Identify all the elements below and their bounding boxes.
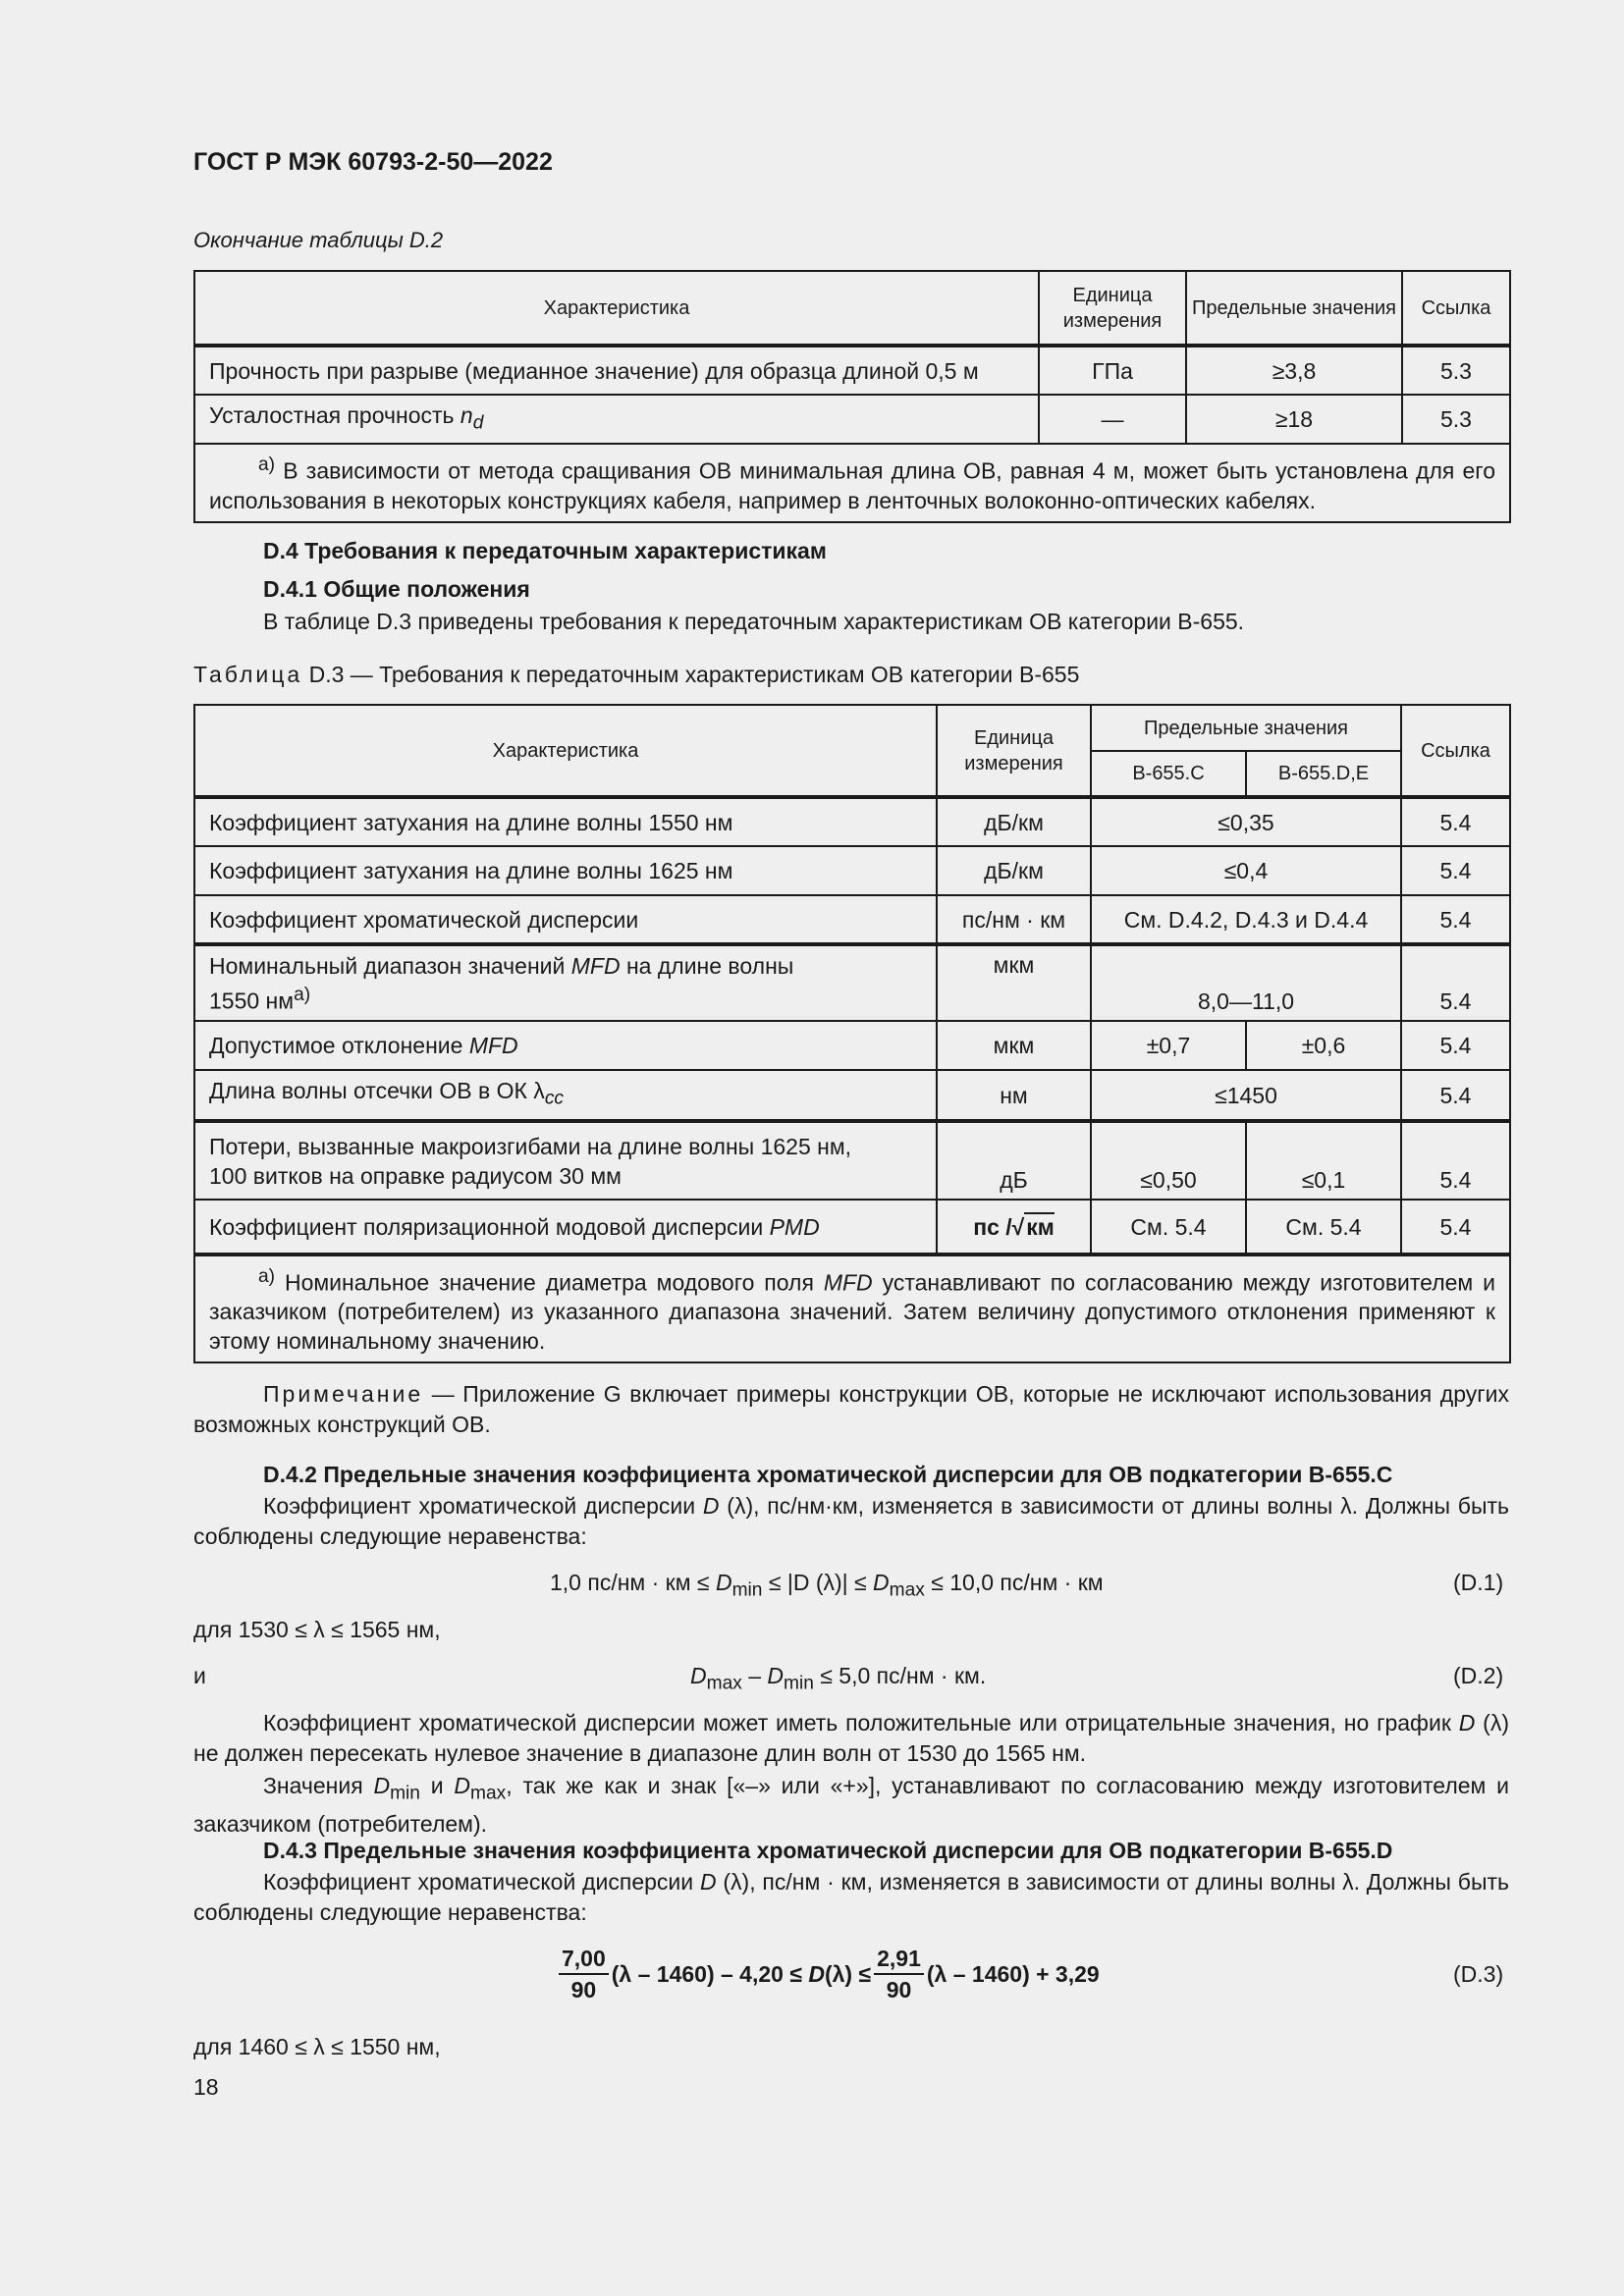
fraction (559, 1944, 609, 2004)
table-cell: 5.4 (1401, 944, 1510, 1021)
table-row: Коэффициент затухания на длине волны 1625 нм (194, 846, 937, 895)
section-d41-text: В таблице D.3 приведены требования к передаточным характеристикам ОВ категории В-655. (263, 609, 1245, 634)
table-cell-unit-pmd (937, 1200, 1091, 1255)
caption-label: Таблица (193, 662, 303, 687)
table-row (194, 944, 937, 1021)
table-cell: 5.4 (1401, 1121, 1510, 1200)
table-cell: ≤1450 (1091, 1070, 1401, 1121)
table-cell: 8,0—11,0 (1091, 944, 1401, 1021)
note-text: — Приложение G включает примеры конструкции ОВ, которые не исключают использования других возможных конструкций ОВ. (193, 1381, 1509, 1437)
table-d3-header-b655de: В-655.D,E (1246, 751, 1401, 797)
sqrt-icon: √ (1011, 1213, 1025, 1240)
paragraph-text: Значения (263, 1773, 374, 1798)
table-row: Коэффициент хроматической дисперсии (194, 895, 937, 944)
cell-text: Длина волны отсечки ОВ в ОК λ (209, 1078, 545, 1104)
table-cell: ≤0,4 (1091, 846, 1401, 895)
cell-text: Допустимое отклонение (209, 1033, 469, 1058)
document-header: ГОСТ Р МЭК 60793-2-50—2022 (193, 148, 553, 176)
table-d3-header-ref: Ссылка (1401, 705, 1510, 797)
equation-d3-label: (D.3) (1453, 1961, 1504, 1987)
footnote-mark: а) (294, 984, 311, 1005)
table-d2-caption: Окончание таблицы D.2 (193, 228, 444, 252)
table-cell: ±0,7 (1091, 1021, 1246, 1070)
conjunction-and: и (193, 1663, 206, 1688)
section-d43-paragraph-1: Коэффициент хроматической дисперсии D (λ), пс/нм · км, изменяется в зависимости от длины волны λ. Должны быть соблюдены следующие неравенства: (193, 1869, 1509, 1925)
table-cell: нм (937, 1070, 1091, 1121)
table-cell: См. 5.4 (1246, 1200, 1401, 1255)
table-cell: 5.3 (1402, 395, 1510, 444)
table-d3-header-unit: Единица измерения (937, 705, 1091, 797)
table-cell: пс/нм · км (937, 895, 1091, 944)
paragraph-text: , так же как и знак [«–» или «+»], устанавливают по согласованию между изготовителем и заказчиком (потребителем). (193, 1773, 1509, 1837)
table-row (194, 1021, 937, 1070)
table-d2-header-characteristic: Характеристика (194, 271, 1039, 346)
section-d42-paragraph-3: Значения $D_{min}$ и $D_{max}$, так же как и знак [«–» или «+»], устанавливают по согласованию между изготовителем и заказчиком (потребителем). (193, 1773, 1509, 1837)
table-cell: 5.4 (1401, 1070, 1510, 1121)
section-d43-heading: D.4.3 Предельные значения коэффициента хроматической дисперсии для ОВ подкатегории В-655.D (263, 1838, 1393, 1863)
symbol-subscript: d (472, 412, 484, 434)
table-cell: мкм (937, 944, 1091, 1021)
fraction-denominator: 90 (886, 1977, 912, 2002)
table-d3-caption (193, 660, 1079, 690)
cell-text-line-1: Номинальный диапазон значений MFD на длине волны (209, 952, 794, 979)
table-cell: дБ (937, 1121, 1091, 1200)
table-cell: 5.4 (1401, 846, 1510, 895)
table-cell: ±0,6 (1246, 1021, 1401, 1070)
table-row: Прочность при разрыве (медианное значение) для образца длиной 0,5 м (194, 346, 1039, 395)
table-d3-header-b655c: В-655.С (1091, 751, 1246, 797)
unit-text: пс / (973, 1213, 1012, 1240)
cell-text-line-1: Потери, вызванные макроизгибами на длине волны 1625 нм, (209, 1133, 852, 1159)
table-d2-footnote (194, 444, 1510, 522)
table-cell: ≥18 (1186, 395, 1402, 444)
range-d3: для 1460 ≤ λ ≤ 1550 нм, (193, 2034, 441, 2059)
table-row (194, 1200, 937, 1255)
table-cell: 5.4 (1401, 1021, 1510, 1070)
page-number: 18 (193, 2074, 219, 2100)
equation-d1: 1,0 пс/нм · км ≤ $D_{min} \le |D$ $(\lambda)| \le D_{max} \le 10,0$ пс/нм · км (550, 1570, 1104, 1601)
table-cell: ≥3,8 (1186, 346, 1402, 395)
cell-text-line-2 (209, 981, 922, 1016)
unit-radicand: км (1026, 1213, 1055, 1240)
symbol: n (460, 401, 473, 428)
fraction-denominator: 90 (570, 1977, 597, 2002)
table-cell: 5.4 (1401, 1200, 1510, 1255)
footnote-mark: а) (258, 1265, 276, 1287)
table-d2-header-ref: Ссылка (1402, 271, 1510, 346)
table-cell: ≤0,50 (1091, 1121, 1246, 1200)
equation-text: ≤ |D (λ)| ≤ (762, 1570, 874, 1595)
table-row (194, 1121, 937, 1200)
equation-d2-label: (D.2) (1453, 1663, 1504, 1688)
table-cell: дБ/км (937, 797, 1091, 846)
cell-text: 1550 нм (209, 988, 295, 1014)
cell-text: Коэффициент поляризационной модовой дисперсии (209, 1213, 770, 1240)
table-cell: дБ/км (937, 846, 1091, 895)
cell-text-line-2: 100 витков на оправке радиусом 30 мм (209, 1162, 622, 1189)
equation-text: ≤ 5,0 пс/нм · км. (813, 1663, 987, 1688)
table-d3-header-limits: Предельные значения (1091, 705, 1401, 751)
table-d2 (193, 270, 1511, 523)
symbol: PMD (769, 1213, 820, 1240)
table-cell: См. 5.4 (1091, 1200, 1246, 1255)
note-label: Примечание (263, 1381, 424, 1407)
equation-d3 (556, 1944, 1100, 2004)
equation-d1-label: (D.1) (1453, 1570, 1504, 1595)
table-cell: ≤0,1 (1246, 1121, 1401, 1200)
symbol: MFD (468, 1033, 518, 1058)
table-d2-header-unit: Единица измерения (1039, 271, 1186, 346)
table-cell: ГПа (1039, 346, 1186, 395)
table-cell: 5.4 (1401, 797, 1510, 846)
caption-text: D.3 — Требования к передаточным характеристикам ОВ категории В-655 (302, 662, 1080, 687)
fraction (874, 1944, 924, 2004)
table-cell: ≤0,35 (1091, 797, 1401, 846)
range-d1: для 1530 ≤ λ ≤ 1565 нм, (193, 1617, 441, 1642)
equation-text: (λ – 1460) + 3,29 (926, 1960, 1100, 1987)
table-d3-header-characteristic: Характеристика (194, 705, 937, 797)
table-d2-header-limits: Предельные значения (1186, 271, 1402, 346)
paragraph-text: и (419, 1773, 455, 1798)
symbol-subscript: cc (544, 1088, 564, 1109)
equation-text: ≤ 10,0 пс/нм · км (924, 1570, 1104, 1595)
equation-d2: $D_{max} - D_{min} \le 5,0$ пс/нм · км. (690, 1663, 987, 1694)
equation-text: 1,0 пс/нм · км ≤ (550, 1570, 716, 1595)
note-paragraph (193, 1379, 1509, 1440)
table-row: Коэффициент затухания на длине волны 1550 нм (194, 797, 937, 846)
table-row (194, 395, 1039, 444)
table-d3-footnote: $^{а)}$ Номинальное значение диаметра модового поля MFD устанавливают по согласованию между изготовителем и заказчиком (потребителем) из указанного диапазона значений. Затем величину допустимого отклонения применяют к этому номинальному значению. (194, 1255, 1510, 1362)
fraction-numerator: 7,00 (559, 1944, 609, 1975)
table-cell: мкм (937, 1021, 1091, 1070)
table-cell: — (1039, 395, 1186, 444)
footnote-text: В зависимости от метода сращивания ОВ минимальная длина ОВ, равная 4 м, может быть установлена для его использования в некоторых конструкциях кабеля, например в ленточных волоконно-оптических кабелях. (209, 457, 1495, 513)
section-d42-heading: D.4.2 Предельные значения коэффициента хроматической дисперсии для ОВ подкатегории В-655.С (263, 1462, 1393, 1487)
footnote-mark: а) (258, 454, 276, 476)
table-cell: 5.4 (1401, 895, 1510, 944)
cell-text: Усталостная прочность (209, 401, 460, 428)
table-d3 (193, 704, 1511, 1363)
table-row (194, 1070, 937, 1121)
table-cell: 5.3 (1402, 346, 1510, 395)
table-cell: См. D.4.2, D.4.3 и D.4.4 (1091, 895, 1401, 944)
section-d41-heading: D.4.1 Общие положения (263, 576, 530, 602)
section-d42-paragraph-1: Коэффициент хроматической дисперсии D (λ), пс/нм·км, изменяется в зависимости от длины волны λ. Должны быть соблюдены следующие неравенства: (193, 1493, 1509, 1549)
equation-text: (λ – 1460) – 4,20 ≤ D(λ) ≤ (611, 1960, 872, 1987)
section-d4-heading: D.4 Требования к передаточным характеристикам (263, 538, 827, 563)
fraction-numerator: 2,91 (874, 1944, 924, 1975)
section-d42-paragraph-2: Коэффициент хроматической дисперсии может иметь положительные или отрицательные значения, но график D (λ) не должен пересекать нулевое значение в диапазоне длин волн от 1530 до 1565 нм. (193, 1710, 1509, 1766)
